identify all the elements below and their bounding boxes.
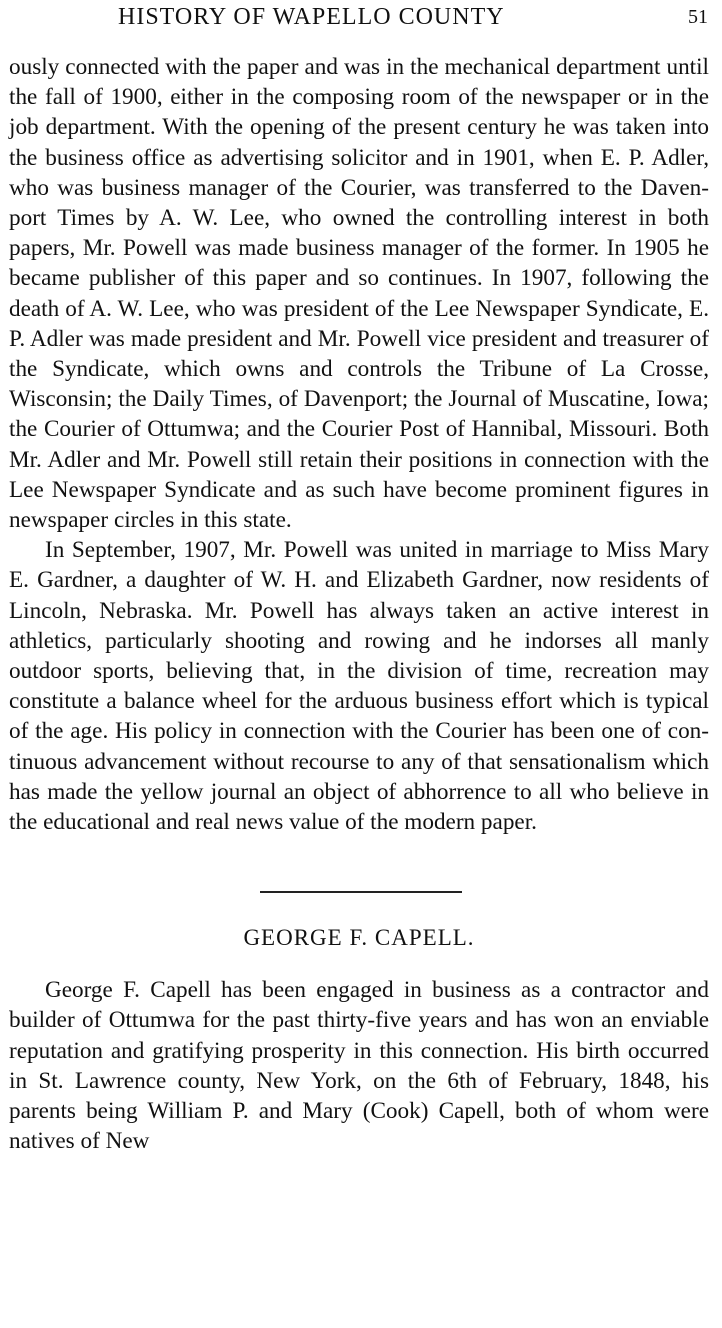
section-title: GEORGE F. CAPELL.	[243, 925, 475, 951]
paragraph-capell: George F. Capell has been engaged in business as a contractor and builder of Ottumwa for the past thirty-five years and has won an enviable reputation and gratifying prosperity in this connection. His birth occurred in St. Lawrence county, New York, on the 6th of February, 1848, his parents being William P. and Mary (Cook) Capell, both of whom were natives of New	[9, 977, 709, 1155]
page-body	[9, 52, 709, 1157]
section-divider	[260, 891, 462, 893]
page-number: 51	[688, 6, 708, 28]
page-header	[0, 4, 722, 36]
running-head: HISTORY OF WAPELLO COUNTY	[118, 4, 505, 30]
paragraph-continued: ously connected with the paper and was in the mechanical department until the fall of 1900, either in the composing room of the newspaper or in the job department. With the opening of the present century he was taken into the business office as advertising solicitor and in 1901, when E. P. Adler, who was business manager of the Courier, was transferred to the Davenport Times by A. W. Lee, who owned the controlling interest in both papers, Mr. Powell was made business manager of the former. In 1905 he became publisher of this paper and so continues. In 1907, following the death of A. W. Lee, who was president of the Lee Newspaper Syndicate, E. P. Adler was made president and Mr. Powell vice president and treasurer of the Syndicate, which owns and controls the Tribune of La Crosse, Wisconsin; the Daily Times, of Davenport; the Journal of Muscatine, Iowa; the Courier of Ottumwa; and the Courier Post of Hannibal, Missouri. Both Mr. Adler and Mr. Powell still retain their positions in connection with the Lee Newspaper Syndicate and as such have become prominent figures in newspaper circles in this state.	[9, 54, 709, 534]
paragraph-marriage: In September, 1907, Mr. Powell was united in marriage to Miss Mary E. Gardner, a daughter of W. H. and Elizabeth Gardner, now residents of Lincoln, Nebraska. Mr. Powell has always taken an active interest in athletics, particularly shooting and rowing and he indorses all manly outdoor sports, believing that, in the division of time, recreation may constitute a balance wheel for the arduous business effort which is typical of the age. His policy in connection with the Courier has been one of continuous advancement without recourse to any of that sensationalism which has made the yellow journal an object of abhorrence to all who believe in the educational and real news value of the modern paper.	[9, 537, 709, 836]
